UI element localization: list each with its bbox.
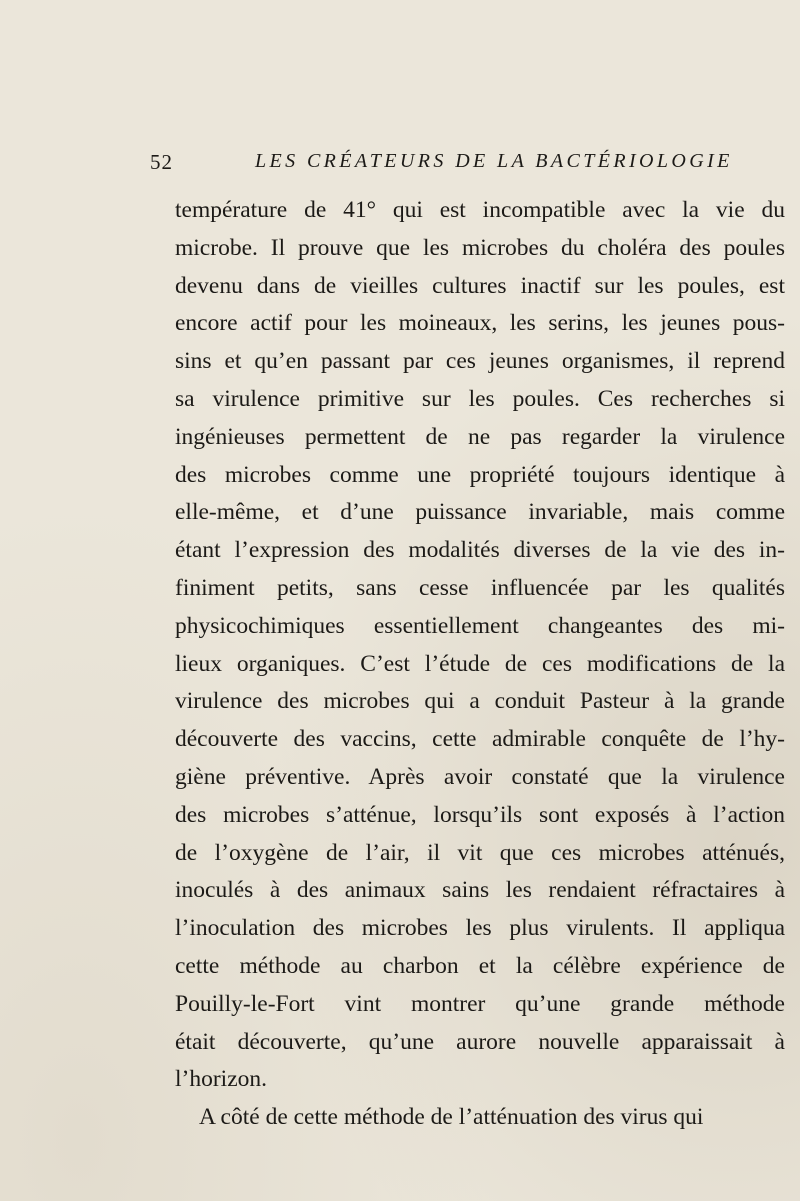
text-line: des microbes comme une propriété toujours identique à [175,461,785,488]
text-line: giène préventive. Après avoir constaté que la virulence [175,763,785,790]
text-line: virulence des microbes qui a conduit Pasteur à la grande [175,688,785,715]
text-line: cette méthode au charbon et la célèbre expérience de [175,952,785,979]
text-line: étant l’expression des modalités diverses de la vie des in- [175,537,785,564]
text-line: ingénieuses permettent de ne pas regarder la virulence [175,423,785,450]
body-text [175,192,785,1137]
text-line: elle-même, et d’une puissance invariable, mais comme [175,499,785,526]
running-head [150,150,733,180]
text-line: lieux organiques. C’est l’étude de ces modifications de la [175,650,785,677]
text-line: l’horizon. [175,1066,268,1093]
page-number: 52 [150,150,173,174]
text-line: A côté de cette méthode de l’atténuation des virus qui [199,1104,704,1131]
text-line: finiment petits, sans cesse influencée par les qualités [175,574,785,601]
running-title: LES CRÉATEURS DE LA BACTÉRIOLOGIE [255,150,733,172]
text-line: Pouilly-le-Fort vint montrer qu’une grande méthode [175,990,785,1017]
text-line: sa virulence primitive sur les poules. Ces recherches si [175,385,785,412]
text-line: température de 41° qui est incompatible avec la vie du [175,197,785,223]
text-line: sins et qu’en passant par ces jeunes organismes, il reprend [175,348,785,375]
text-line: découverte des vaccins, cette admirable conquête de l’hy- [175,726,785,753]
text-line: microbe. Il prouve que les microbes du choléra des poules [175,234,785,261]
text-line: inoculés à des animaux sains les rendaient réfractaires à [175,877,785,904]
text-line: de l’oxygène de l’air, il vit que ces microbes atténués, [175,839,785,866]
text-line: était découverte, qu’une aurore nouvelle apparaissait à [175,1028,785,1055]
text-line: des microbes s’atténue, lorsqu’ils sont exposés à l’action [175,801,785,828]
text-line: physicochimiques essentiellement changeantes des mi- [175,612,785,639]
text-line: encore actif pour les moineaux, les serins, les jeunes pous- [175,310,785,337]
text-line: devenu dans de vieilles cultures inactif sur les poules, est [175,272,785,299]
text-line: l’inoculation des microbes les plus virulents. Il appliqua [175,915,785,942]
